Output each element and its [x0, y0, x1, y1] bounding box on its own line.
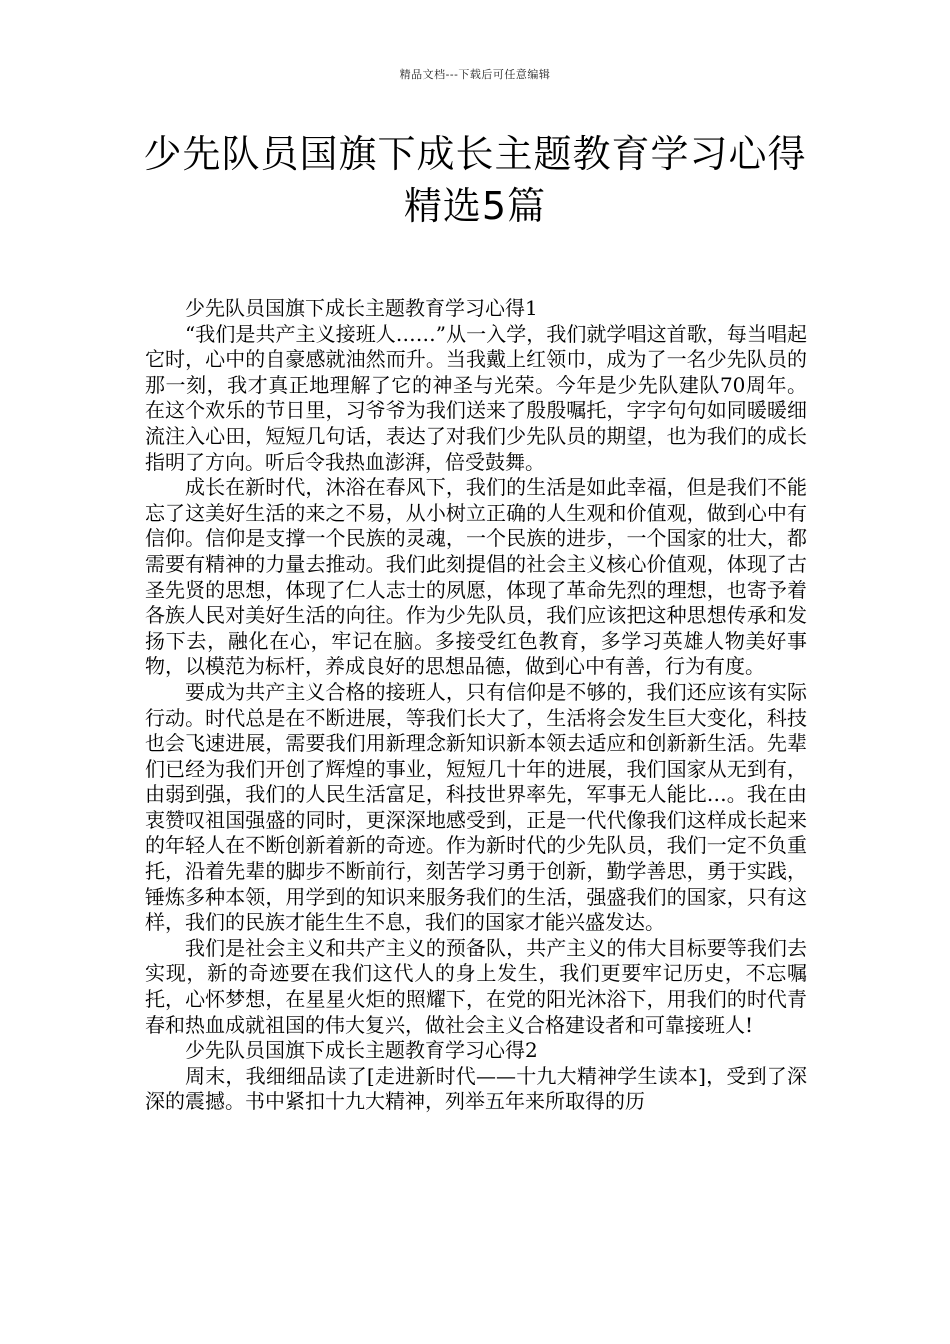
document-title	[100, 128, 850, 232]
title-line-1: 少先队员国旗下成长主题教育学习心得	[143, 132, 807, 176]
document-body	[145, 296, 807, 1115]
paragraph: “我们是共产主义接班人……”从一入学，我们就学唱这首歌，每当唱起它时，心中的自豪感就油然而升。当我戴上红领巾，成为了一名少先队员的那一刻，我才真正地理解了它的神圣与光荣。今年是少先队建队70周年。在这个欢乐的节日里，习爷爷为我们送来了殷殷嘱托，字字句句如同暖暖细流注入心田，短短几句话，表达了对我们少先队员的期望，也为我们的成长指明了方向。听后令我热血澎湃，倍受鼓舞。	[145, 321, 807, 474]
paragraph: 周末，我细细品读了[走进新时代——十九大精神学生读本]，受到了深深的震撼。书中紧扣十九大精神，列举五年来所取得的历	[145, 1063, 807, 1114]
paragraph: 成长在新时代，沐浴在春风下，我们的生活是如此幸福，但是我们不能忘了这美好生活的来之不易，从小树立正确的人生观和价值观，做到心中有信仰。信仰是支撑一个民族的灵魂，一个民族的进步，一个国家的壮大，都需要有精神的力量去推动。我们此刻提倡的社会主义核心价值观，体现了古圣先贤的思想，体现了仁人志士的夙愿，体现了革命先烈的理想，也寄予着各族人民对美好生活的向往。作为少先队员，我们应该把这种思想传承和发扬下去，融化在心，牢记在脑。多接受红色教育，多学习英雄人物美好事物，以模范为标杆，养成良好的思想品德，做到心中有善，行为有度。	[145, 475, 807, 679]
section-heading-1: 少先队员国旗下成长主题教育学习心得1	[185, 296, 538, 320]
paragraph: 我们是社会主义和共产主义的预备队，共产主义的伟大目标要等我们去实现，新的奇迹要在我们这代人的身上发生，我们更要牢记历史，不忘嘱托，心怀梦想，在星星火炬的照耀下，在党的阳光沐浴下，用我们的时代青春和热血成就祖国的伟大复兴，做社会主义合格建设者和可靠接班人!	[145, 935, 807, 1037]
section-heading-2: 少先队员国旗下成长主题教育学习心得2	[185, 1038, 538, 1063]
header-note: 精品文档---下载后可任意编辑	[399, 68, 551, 81]
paragraph: 要成为共产主义合格的接班人，只有信仰是不够的，我们还应该有实际行动。时代总是在不断进展，等我们长大了，生活将会发生巨大变化，科技也会飞速进展，需要我们用新理念新知识新本领去适应和创新新生活。先辈们已经为我们开创了辉煌的事业，短短几十年的进展，我们国家从无到有，由弱到强，我们的人民生活富足，科技世界率先，军事无人能比…。我在由衷赞叹祖国强盛的同时，更深深地感受到，正是一代代像我们这样成长起来的年轻人在不断创新着新的奇迹。作为新时代的少先队员，我们一定不负重托，沿着先辈的脚步不断前行，刻苦学习勇于创新，勤学善思，勇于实践，锤炼多种本领，用学到的知识来服务我们的生活，强盛我们的国家，只有这样，我们的民族才能生生不息，我们的国家才能兴盛发达。	[145, 679, 807, 935]
title-line-2: 精选5篇	[403, 184, 547, 228]
